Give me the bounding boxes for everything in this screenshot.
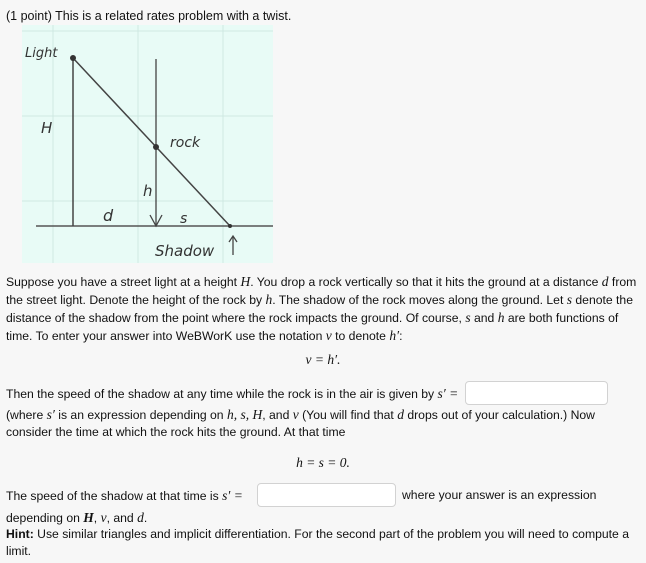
diagram-svg	[22, 25, 273, 263]
label-shadow: Shadow	[155, 242, 215, 260]
hint-label: Hint:	[6, 527, 34, 541]
label-rock: rock	[170, 135, 201, 151]
street-light-diagram	[22, 25, 273, 263]
label-s: s	[180, 211, 188, 227]
problem-description: Suppose you have a street light at a height H. You drop a rock vertically so that it hits the ground at a distance d from the street light. Denote the height of the rock by h. The shadow of the rock moves along the ground. Let s denote the distance of the shadow from the point where the rock impacts the ground. Of course, s and h are both functions of time. To enter your answer into WeBWorK use the notation v to denote h′:	[6, 274, 637, 343]
label-light: Light	[25, 46, 58, 61]
answer-input-2[interactable]	[257, 483, 396, 507]
equation-h-s-zero: h = s = 0.	[296, 455, 350, 470]
paragraph-speed-in-air-cont: (where s′ is an expression depending on h, s, H, and v (You will find that d drops out of your calculation.) Now consider the time at which the rock hits the ground. At that time	[6, 407, 595, 439]
paragraph-speed-at-impact: The speed of the shadow at that time is s′ =	[6, 488, 243, 503]
answer-2-description-cont: depending on H, v, and d.	[6, 510, 148, 525]
label-d: d	[103, 206, 114, 225]
hint: Hint: Use similar triangles and implicit differentiation. For the second part of the problem you will need to compute a limit.	[6, 527, 629, 558]
answer-input-1[interactable]	[465, 381, 608, 405]
shadow-point	[228, 224, 232, 228]
paragraph-speed-in-air: Then the speed of the shadow at any time while the rock is in the air is given by s′ =	[6, 386, 459, 401]
rock-point	[153, 144, 159, 150]
equation-v-equals-hprime: v = h′.	[305, 352, 341, 367]
problem-title: (1 point) This is a related rates problem with a twist.	[6, 9, 292, 23]
light-point	[70, 55, 76, 61]
label-h: h	[143, 182, 153, 200]
label-H: H	[41, 119, 53, 137]
answer-2-description: where your answer is an expression	[402, 488, 597, 502]
